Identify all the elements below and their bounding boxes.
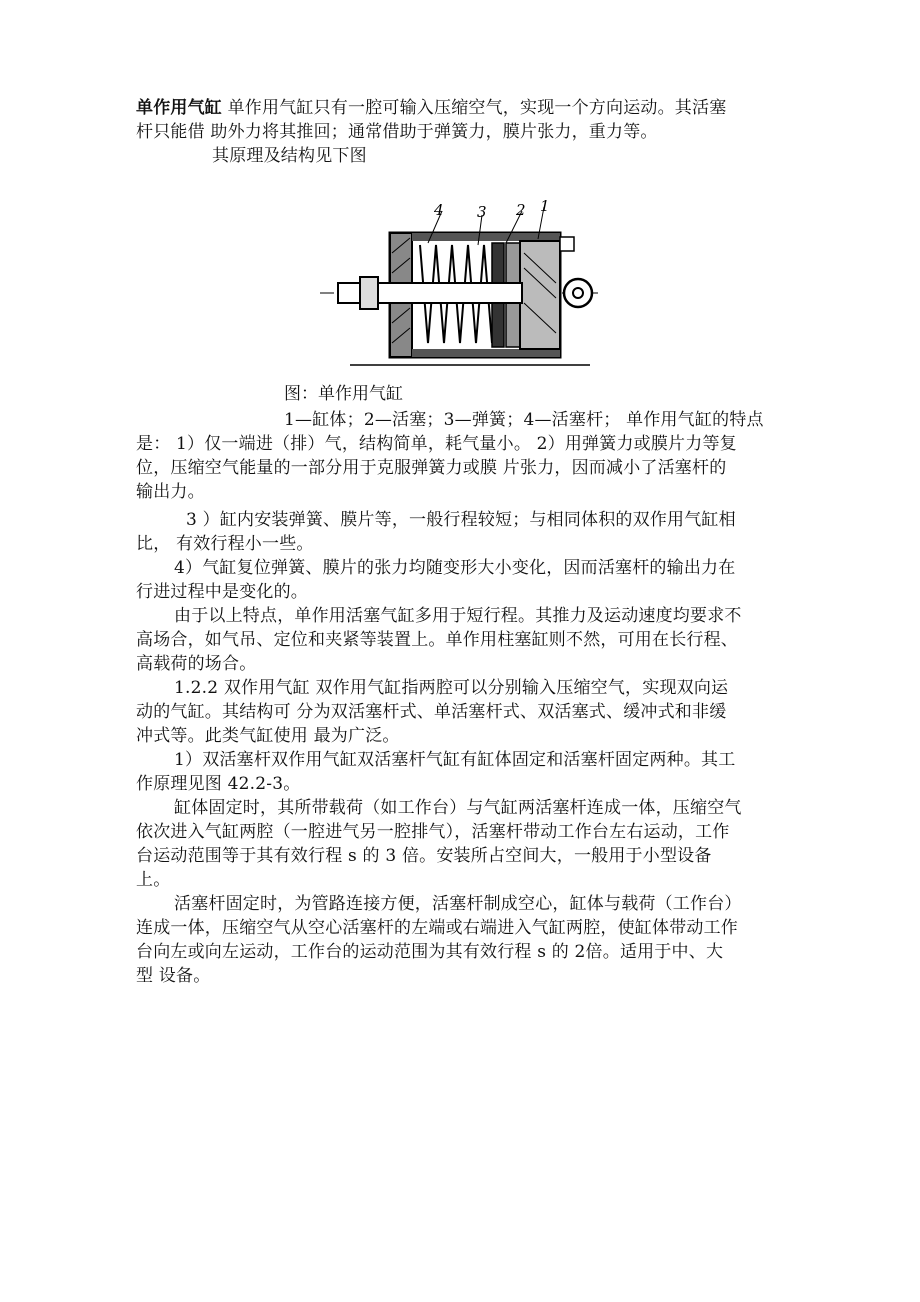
cylinder-diagram (320, 193, 600, 373)
body-line: 上。 (136, 870, 171, 890)
body-line: 连成一体，压缩空气从空心活塞杆的左端或右端进入气缸两腔，使缸体带动工作 (136, 918, 738, 938)
body-line: 4）气缸复位弹簧、膜片的张力均随变形大小变化，因而活塞杆的输出力在 (174, 558, 736, 578)
body-line: 台向左或向左运动，工作台的运动范围为其有效行程 s 的 2倍。适用于中、大 (136, 942, 724, 962)
intro-line-2: 杆只能借 助外力将其推回；通常借助于弹簧力，膜片张力，重力等。 (136, 122, 658, 142)
body-line: 由于以上特点，单作用活塞气缸多用于短行程。其推力及运动速度均要求不 (174, 606, 742, 626)
body-line: 台运动范围等于其有效行程 s 的 3 倍。安装所占空间大，一般用于小型设备 (136, 846, 712, 866)
label-2: 2 (516, 201, 526, 219)
body-line: 行进过程中是变化的。 (136, 582, 308, 602)
label-3: 3 (477, 203, 487, 221)
section-heading: 单作用气缸 (136, 98, 222, 118)
intro-line-1 (136, 96, 726, 120)
intro-line-1-text: 单作用气缸只有一腔可输入压缩空气，实现一个方向运动。其活塞 (222, 98, 727, 118)
body-line: 1—缸体；2—活塞；3—弹簧；4—活塞杆； 单作用气缸的特点 (284, 410, 764, 430)
body-line: 活塞杆固定时，为管路连接方便，活塞杆制成空心，缸体与载荷（工作台） (174, 894, 742, 914)
body-line: 输出力。 (136, 482, 205, 502)
body-line: 型 设备。 (136, 966, 211, 986)
figure-caption: 图：单作用气缸 (284, 384, 403, 404)
intro-line-3: 其原理及结构见下图 (212, 146, 367, 166)
body-line: 缸体固定时，其所带载荷（如工作台）与气缸两活塞杆连成一体，压缩空气 (174, 798, 742, 818)
body-line: 依次进入气缸两腔（一腔进气另一腔排气），活塞杆带动工作台左右运动，工作 (136, 822, 730, 842)
body-line: 高载荷的场合。 (136, 654, 257, 674)
label-4: 4 (434, 201, 444, 219)
body-line: 3 ）缸内安装弹簧、膜片等，一般行程较短；与相同体积的双作用气缸相 (186, 510, 736, 530)
body-line: 是： 1）仅一端进（排）气，结构简单，耗气量小。 2）用弹簧力或膜片力等复 (136, 434, 737, 454)
body-line: 1）双活塞杆双作用气缸双活塞杆气缸有缸体固定和活塞杆固定两种。其工 (174, 750, 736, 770)
body-line: 1.2.2 双作用气缸 双作用气缸指两腔可以分别输入压缩空气，实现双向运 (174, 678, 729, 698)
body-line: 高场合，如气吊、定位和夹紧等装置上。单作用柱塞缸则不然，可用在长行程、 (136, 630, 738, 650)
body-line: 冲式等。此类气缸使用 最为广泛。 (136, 726, 400, 746)
body-line: 比， 有效行程小一些。 (136, 534, 314, 554)
body-line: 动的气缸。其结构可 分为双活塞杆式、单活塞杆式、双活塞式、缓冲式和非缓 (136, 702, 727, 722)
body-line: 作原理见图 42.2-3。 (136, 774, 301, 794)
body-line: 位，压缩空气能量的一部分用于克服弹簧力或膜 片张力，因而减小了活塞杆的 (136, 458, 727, 478)
label-1: 1 (540, 197, 550, 215)
